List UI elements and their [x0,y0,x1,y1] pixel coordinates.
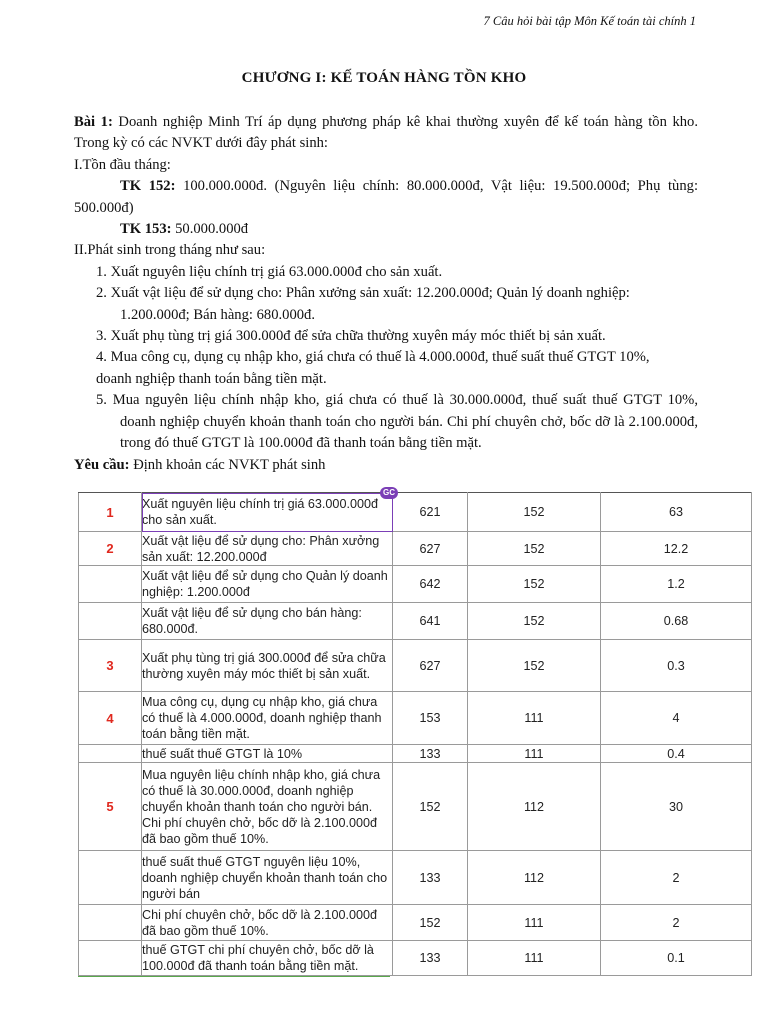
debit-account: 641 [393,603,468,640]
row-description: Xuất phụ tùng trị giá 300.000đ để sửa chữa thường xuyên máy móc thiết bị sản xuất. [142,640,393,692]
amount: 63 [601,493,752,532]
row-number: 4 [79,692,142,745]
credit-account: 112 [468,851,601,905]
transaction-4-line1: 4. Mua công cụ, dụng cụ nhập kho, giá chưa có thuế là 4.000.000đ, thuế suất thuế GTGT 10%, [96,349,650,366]
credit-account: 152 [468,493,601,532]
debit-account: 642 [393,566,468,603]
transaction-5: 5. Mua nguyên liệu chính nhập kho, giá chưa có thuế là 30.000.000đ, thuế suất thuế GTGT 10%, doanh nghiệp chuyển khoản thanh toán cho người bán. Chi phí chuyên chở, bốc dỡ là 2.100.000đ, trong đó thuế GTGT là 100.000đ đã thanh toán bằng tiền mặt. [96,392,698,452]
credit-account: 111 [468,692,601,745]
row-number [79,851,142,905]
table-row [79,745,752,763]
amount: 2 [601,851,752,905]
tk153-text: 50.000.000đ [171,221,249,238]
debit-account: 153 [393,692,468,745]
requirement-label: Yêu cầu: [74,456,130,473]
row-number: 5 [79,763,142,851]
opening-heading: I.Tồn đầu tháng: [74,156,171,173]
row-description: Xuất vật liệu để sử dụng cho Quản lý doanh nghiệp: 1.200.000đ [142,566,393,603]
amount: 0.1 [601,941,752,976]
debit-account: 621 [393,493,468,532]
debit-account: 152 [393,763,468,851]
table-row [79,603,752,640]
requirement-text: Định khoản các NVKT phát sinh [129,456,326,473]
journal-entries-table [78,488,752,976]
tk152-label: TK 152: [120,178,176,195]
credit-account: 112 [468,763,601,851]
exercise-label: Bài 1: [74,114,113,130]
exercise-intro [74,112,698,155]
debit-account: 133 [393,745,468,763]
table-row [79,532,752,566]
row-description: Mua nguyên liệu chính nhập kho, giá chưa có thuế là 30.000.000đ, doanh nghiệp chuyển khoản thanh toán cho người bán. Chi phí chuyên chở, bốc dỡ là 2.100.000đ đã bao gồm thuế 10%. [142,763,393,851]
transaction-4-line2: doanh nghiệp thanh toán bằng tiền mặt. [96,370,327,387]
row-number [79,941,142,976]
table-bottom-border-accent [78,976,390,977]
debit-account: 627 [393,532,468,566]
transaction-1: 1. Xuất nguyên liệu chính trị giá 63.000.000đ cho sản xuất. [96,263,443,280]
credit-account: 152 [468,566,601,603]
row-description: thuế suất thuế GTGT nguyên liệu 10%, doanh nghiệp chuyển khoản thanh toán cho người bán [142,851,393,905]
row-description: Xuất vật liệu để sử dụng cho: Phân xưởng sản xuất: 12.200.000đ [142,532,393,566]
transaction-2-line2: 1.200.000đ; Bán hàng: 680.000đ. [120,306,315,323]
table-row [79,640,752,692]
row-description-commented[interactable] [142,488,395,532]
transaction-2-line1: 2. Xuất vật liệu để sử dụng cho: Phân xưởng sản xuất: 12.200.000đ; Quản lý doanh nghiệp: [96,285,630,302]
transactions-heading: II.Phát sinh trong tháng như sau: [74,242,266,259]
row-number: 2 [79,532,142,566]
row-number: 1 [79,493,142,532]
credit-account: 111 [468,745,601,763]
debit-account: 133 [393,851,468,905]
amount: 0.4 [601,745,752,763]
row-number [79,905,142,941]
table-row [79,851,752,905]
exercise-text [74,112,698,476]
credit-account: 152 [468,603,601,640]
amount: 1.2 [601,566,752,603]
amount: 0.68 [601,603,752,640]
tk153-label: TK 153: [120,221,172,238]
row-description: Xuất nguyên liệu chính trị giá 63.000.000đ cho sản xuất. [142,497,378,527]
table-row [79,566,752,603]
table-row [79,493,752,532]
credit-account: 152 [468,532,601,566]
row-number [79,603,142,640]
table-row [79,763,752,851]
row-description: Chi phí chuyên chở, bốc dỡ là 2.100.000đ đã bao gồm thuế 10%. [142,905,393,941]
amount: 12.2 [601,532,752,566]
requirement [74,455,698,476]
row-description: Xuất vật liệu để sử dụng cho bán hàng: 680.000đ. [142,603,393,640]
tk153-line [74,219,698,240]
tk152-line [74,176,698,219]
table-row [79,692,752,745]
debit-account: 152 [393,905,468,941]
amount: 0.3 [601,640,752,692]
row-number: 3 [79,640,142,692]
credit-account: 111 [468,941,601,976]
row-description: thuế GTGT chi phí chuyên chở, bốc dỡ là 100.000đ đã thanh toán bằng tiền mặt. [142,941,393,976]
transaction-3: 3. Xuất phụ tùng trị giá 300.000đ để sửa chữa thường xuyên máy móc thiết bị sản xuất. [96,328,606,345]
table-row [79,905,752,941]
row-description: thuế suất thuế GTGT là 10% [142,745,393,763]
debit-account: 627 [393,640,468,692]
journal-entries-body [79,488,752,976]
tk152-text: 100.000.000đ. (Nguyên liệu chính: 80.000.000đ, Vật liệu: 19.500.000đ; Phụ tùng: 500.000đ) [74,178,699,216]
row-description: Mua công cụ, dụng cụ nhập kho, giá chưa có thuế là 4.000.000đ, doanh nghiệp thanh toán bằng tiền mặt. [142,692,393,745]
amount: 2 [601,905,752,941]
table-row [79,941,752,976]
chapter-title: CHƯƠNG I: KẾ TOÁN HÀNG TỒN KHO [241,70,527,86]
credit-account: 111 [468,905,601,941]
page-header: 7 Câu hỏi bài tập Môn Kế toán tài chính 1 [483,14,696,28]
amount: 4 [601,692,752,745]
comment-badge[interactable]: GC [380,487,398,499]
debit-account: 133 [393,941,468,976]
exercise-intro-text: Doanh nghiệp Minh Trí áp dụng phương pháp kê khai thường xuyên để kế toán hàng tồn kho. Trong kỳ có các NVKT dưới đây phát sinh: [74,114,698,152]
row-number [79,745,142,763]
credit-account: 152 [468,640,601,692]
amount: 30 [601,763,752,851]
row-number [79,566,142,603]
